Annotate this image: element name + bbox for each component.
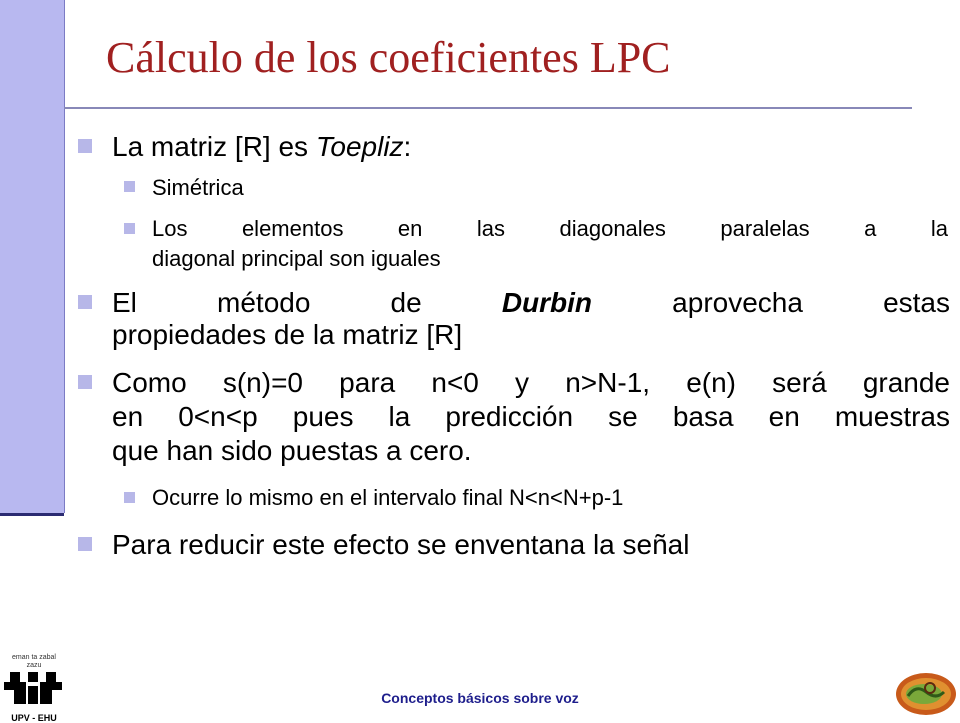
bullet-toeplitz — [112, 132, 411, 162]
upv-ehu-logo — [4, 654, 64, 723]
slide-title: Cálculo de los coeficientes LPC — [106, 33, 671, 82]
sub-bullet-diagonals-line2: diagonal principal son iguales — [152, 246, 441, 271]
bullet-zero-samples-line2: en 0<n<p pues la predicción se basa en muestras — [112, 401, 950, 432]
sub-bullet-diagonals-line1: Los elementos en las diagonales paralelas a la — [152, 216, 948, 241]
bullet-durbin-line1 — [112, 288, 950, 318]
bullet-windowing: Para reducir este efecto se enventana la señal — [112, 529, 690, 560]
upv-ehu-emblem-icon — [4, 670, 64, 706]
durbin-term: Durbin — [501, 287, 593, 318]
sub-bullet-marker — [124, 492, 135, 503]
speech-lab-logo-icon — [894, 670, 958, 718]
logo-tagline: eman ta zabal zazu — [12, 654, 56, 669]
bullet-marker — [78, 537, 92, 551]
bullet-toeplitz-text: La matriz [R] es — [112, 131, 316, 162]
bullet-marker — [78, 375, 92, 389]
sub-bullet-symmetric: Simétrica — [152, 175, 244, 200]
speech-lab-logo — [894, 670, 958, 718]
bullet-marker — [78, 295, 92, 309]
sub-bullet-marker — [124, 223, 135, 234]
sub-bullet-marker — [124, 181, 135, 192]
bullet-toeplitz-suffix: : — [403, 131, 412, 162]
bullet-marker — [78, 139, 92, 153]
bullet-durbin-line2: propiedades de la matriz [R] — [112, 319, 463, 350]
bullet-durbin-pre: El método de — [112, 287, 502, 318]
toeplitz-term: Toepliz — [315, 131, 404, 162]
bullet-durbin-post: aprovecha estas — [592, 287, 950, 318]
slide-footer: Conceptos básicos sobre voz — [381, 690, 579, 706]
sub-bullet-final-interval: Ocurre lo mismo en el intervalo final N<n<N+p-1 — [152, 485, 624, 510]
bullet-zero-samples-line1: Como s(n)=0 para n<0 y n>N-1, e(n) será grande — [112, 367, 950, 398]
bullet-zero-samples-line3: que han sido puestas a cero. — [112, 435, 472, 466]
logo-name: UPV - EHU — [11, 713, 57, 723]
